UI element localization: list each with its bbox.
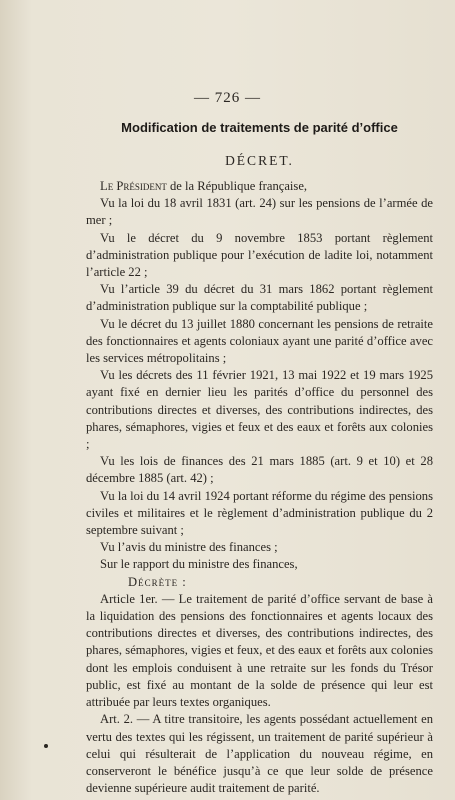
visa-paragraph: Vu les décrets des 11 février 1921, 13 mai 1922 et 19 mars 1925 ayant fixé en dernier lieu les parités d’office du personnel des contributions directes et diverses, des contributions indirectes, des phares, sémaphores, vigies et feux et des eaux et forêts aux colonies ; [86, 368, 433, 452]
article-1: Article 1er. — Le traitement de parité d’office servant de base à la liquidation des pensions des fonctionnaires et agents locaux des contributions directes et diverses, des contributions indirectes, des phares, sémaphores, vigies et feux, et des eaux et forêts aux colonies dont les emplois conduisent à une retraite sur les fonds du Trésor public, est fixé au montant de la solde de présence qui leur est attribuée par leurs textes organiques. [86, 591, 433, 710]
decree-body [86, 178, 433, 797]
visa-paragraph: Vu le décret du 13 juillet 1880 concernant les pensions de retraite des fonctionnaires et agents coloniaux ayant une parité d’office avec les services métropolitains ; [86, 316, 433, 366]
visa-paragraph: Vu la loi du 18 avril 1831 (art. 24) sur les pensions de l’armée de mer ; [86, 196, 433, 228]
decree-heading: DÉCRET. [225, 153, 294, 168]
page-number: — 726 — [194, 90, 261, 106]
article-2: Art. 2. — A titre transitoire, les agents possédant actuellement en vertu des textes qui les régissent, un traitement de parité supérieur à celui qui résulterait de l’application du nouveau régime, en conserveront le bénéfice jusqu’à ce que leur solde de présence devienne supérieure audit traitement de parité. [86, 712, 433, 796]
ink-mark [44, 744, 48, 748]
president-label: Le Président [100, 179, 167, 193]
visa-paragraph: Vu le décret du 9 novembre 1853 portant règlement d’administration publique pour l’exécution de ladite loi, notamment l’article 22 ; [86, 230, 433, 280]
rapport-paragraph: Sur le rapport du ministre des finances, [100, 557, 298, 572]
visa-paragraph: Vu les lois de finances des 21 mars 1885 (art. 9 et 10) et 28 décembre 1885 (art. 42) ; [86, 454, 433, 486]
visa-paragraph: Vu la loi du 14 avril 1924 portant réforme du régime des pensions civiles et militaires et le règlement d’administration publique du 2 septembre suivant ; [86, 488, 433, 538]
president-text: de la République française, [166, 179, 308, 193]
visa-paragraph: Vu l’article 39 du décret du 31 mars 1862 portant règlement d’administration publique sur la comptabilité publique ; [86, 282, 433, 314]
preamble-president [86, 178, 433, 195]
visa-paragraph: Vu l’avis du ministre des finances ; [100, 540, 278, 555]
document-title: Modification de traitements de parité d’office [121, 120, 398, 135]
decrete-heading: Décrète : [128, 574, 187, 589]
